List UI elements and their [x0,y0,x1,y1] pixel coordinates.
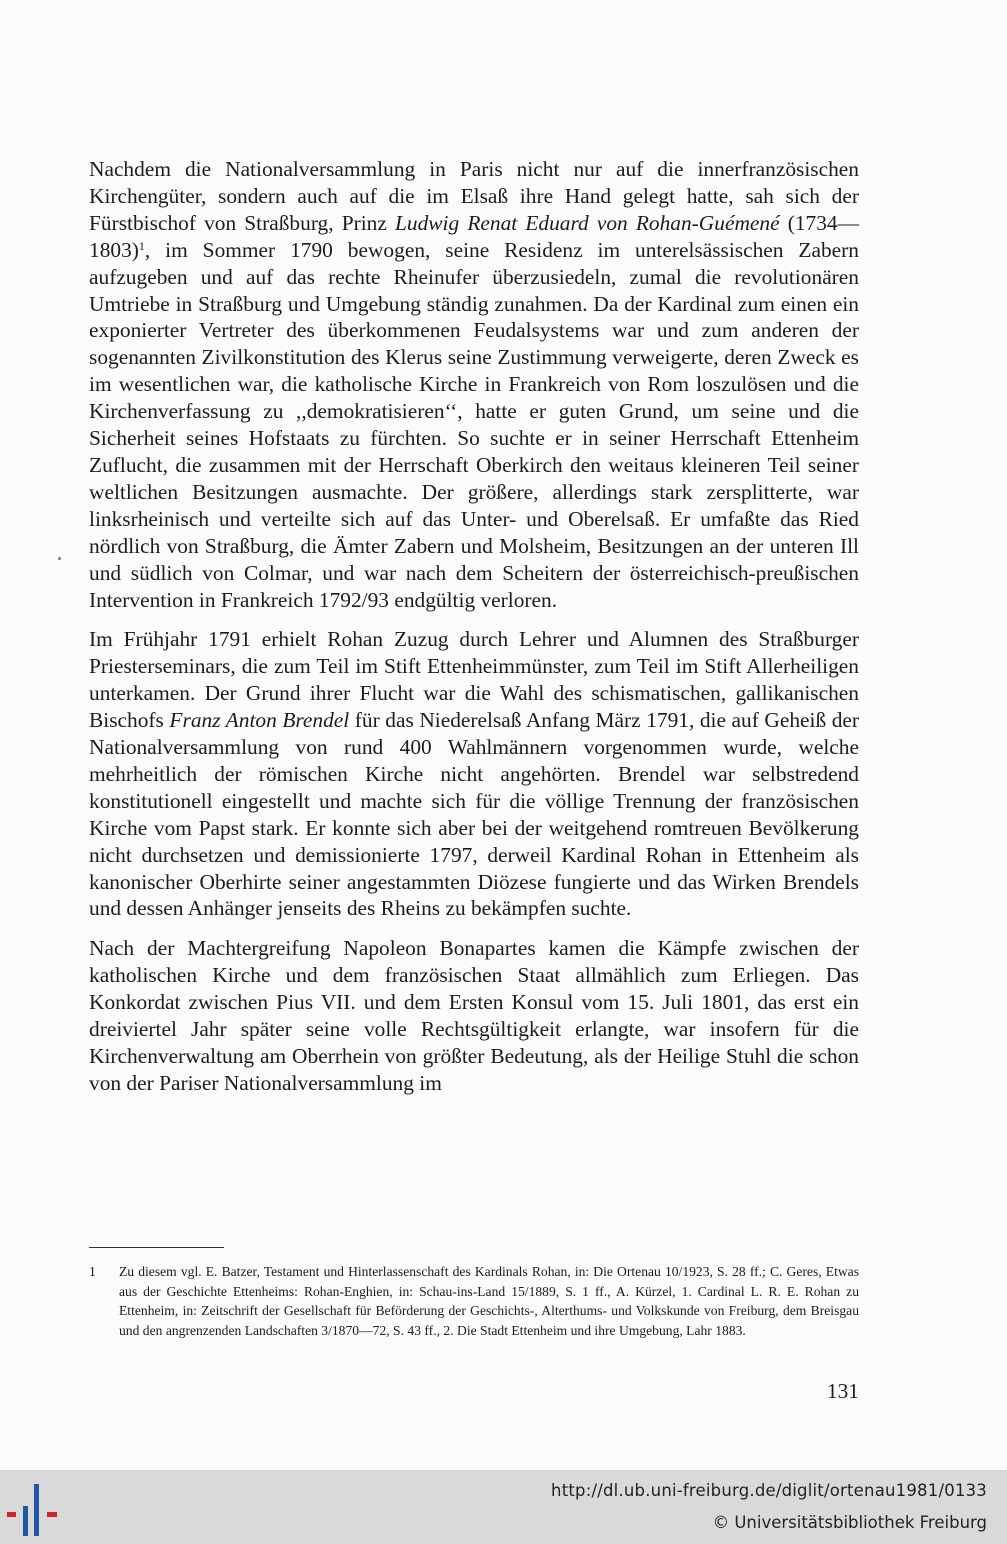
margin-mark [58,557,61,560]
person-name-brendel: Franz Anton Brendel [169,708,350,733]
footnote-number: 1 [89,1264,96,1279]
page-number: 131 [826,1379,859,1403]
ub-freiburg-logo-icon[interactable] [7,1484,67,1536]
footnote-reference[interactable]: 1 [138,238,145,253]
paragraph-1: Nachdem die Nationalversammlung in Paris nicht nur auf die innerfranzösischen Kirchengüter, sondern auch auf die im Elsaß ihre Hand gelegt hatte, sah sich der Fürstbischof von Straßburg, Prinz Ludwig Renat Eduard von Rohan-Guémené (1734—1803)$^1$, im Sommer 1790 bewogen, seine Residenz im unterelsässischen Zabern aufzugeben und auf das rechte Rheinufer überzusiedeln, zumal die revolutionären Umtriebe in Straßburg und Umgebung ständig zunahmen. Da der Kardinal zum einen ein exponierter Vertreter des überkommenen Feudalsystems war und zum anderen der sogenannten Zivilkonstitution des Klerus seine Zustimmung verweigerte, deren Zweck es im wesentlichen war, die katholische Kirche in Frankreich von Rom loszulösen und die Kirchenverfassung zu ,,demokratisieren‘‘, hatte er guten Grund, um seine und die Sicherheit seines Hofstaats zu fürchten. So suchte er in seiner Herrschaft Ettenheim Zuflucht, die zusammen mit der Herrschaft Oberkirch den weitaus kleineren Teil seiner weltlichen Besitzungen ausmachte. Der größere, allerdings stark zersplitterte, war linksrheinisch und verteilte sich auf das Unter- und Oberelsaß. Er umfaßte das Ried nördlich von Straßburg, die Ämter Zabern und Molsheim, Besitzungen an der unteren Ill und südlich von Colmar, und war nach dem Scheitern der österreichisch-preußischen Intervention in Frankreich 1792/93 endgültig verloren. [89,157,859,612]
footer-copyright: © Universitätsbibliothek Freiburg [712,1513,987,1532]
main-text [89,156,859,1110]
footnote-divider [89,1247,224,1248]
paragraph-2: Im Frühjahr 1791 erhielt Rohan Zuzug durch Lehrer und Alumnen des Straßburger Priesterseminars, die zum Teil im Stift Ettenheimmünster, zum Teil im Stift Allerheiligen unterkamen. Der Grund ihrer Flucht war die Wahl des schismatischen, gallikanischen Bischofs Franz Anton Brendel für das Niederelsaß Anfang März 1791, die auf Geheiß der Nationalversammlung von rund 400 Wahlmännern vorgenommen wurde, welche mehrheitlich der römischen Kirche nicht angehörten. Brendel war selbstredend konstitutionell eingestellt und machte sich für die völlige Trennung der französischen Kirche vom Papst stark. Er konnte sich aber bei der weitgehend romtreuen Bevölkerung nicht durchsetzen und demissionierte 1797, derweil Kardinal Rohan in Ettenheim als kanonischer Oberhirte seiner angestammten Diözese fungierte und das Wirken Brendels und dessen Anhänger jenseits des Rheins zu bekämpfen suchte. [89,627,860,921]
ub-freiburg-logo-icon [7,1484,67,1536]
footnote [89,1262,859,1340]
footer-url-link[interactable]: http://dl.ub.uni-freiburg.de/diglit/ortenau1981/0133 [551,1481,987,1500]
person-name-rohan: Ludwig Renat Eduard von Rohan-Guémené [395,210,780,235]
paragraph-3: Nach der Machtergreifung Napoleon Bonapartes kamen die Kämpfe zwischen der katholischen Kirche und dem französischen Staat allmählich zum Erliegen. Das Konkordat zwischen Pius VII. und dem Ersten Konsul vom 15. Juli 1801, das erst ein dreiviertel Jahr später seine volle Rechtsgültigkeit erlangte, war insofern für die Kirchenverwaltung am Oberrhein von größter Bedeutung, als der Heilige Stuhl die schon von der Pariser Nationalversammlung im [89,936,859,1095]
footnote-text: Zu diesem vgl. E. Batzer, Testament und Hinterlassenschaft des Kardinals Rohan, in: Die Ortenau 10/1923, S. 28 ff.; C. Geres, Etwas aus der Geschichte Ettenheims: Rohan-Enghien, in: Schau-ins-Land 15/1889, S. 1 ff., A. Kürzel, 1. Cardinal L. R. E. Rohan zu Ettenheim, in: Zeitschrift der Gesellschaft für Beförderung der Geschichts-, Alterthums- und Volkskunde von Freiburg, dem Breisgau und den angrenzenden Landschaften 3/1870—72, S. 43 ff., 2. Die Stadt Ettenheim und ihre Umgebung, Lahr 1883. [119,1264,859,1338]
footer-bar [0,1470,1007,1544]
